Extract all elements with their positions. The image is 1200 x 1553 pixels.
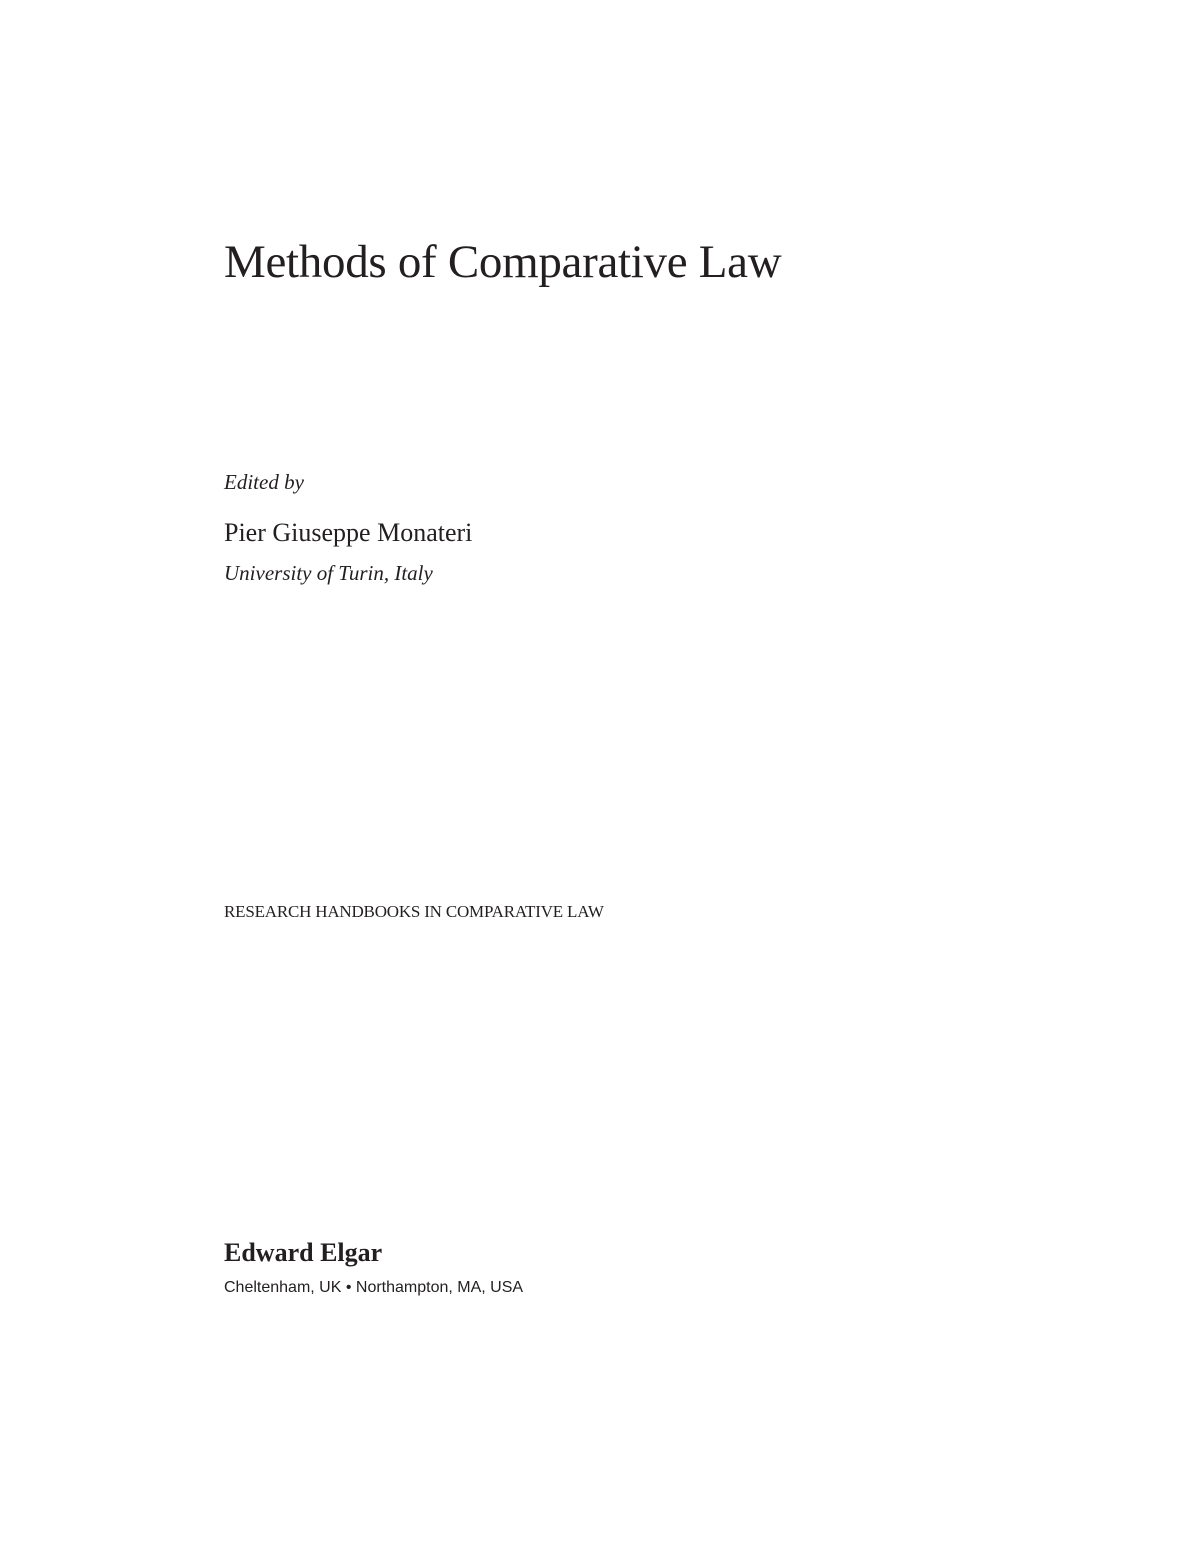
editor-affiliation: University of Turin, Italy <box>224 561 433 585</box>
editor-name: Pier Giuseppe Monateri <box>224 518 473 547</box>
publisher-locations: Cheltenham, UK • Northampton, MA, USA <box>224 1279 524 1296</box>
edited-by-label: Edited by <box>224 470 304 494</box>
book-title: Methods of Comparative Law <box>224 236 782 288</box>
series-title: RESEARCH HANDBOOKS IN COMPARATIVE LAW <box>224 902 604 921</box>
publisher-name: Edward Elgar <box>224 1238 383 1267</box>
